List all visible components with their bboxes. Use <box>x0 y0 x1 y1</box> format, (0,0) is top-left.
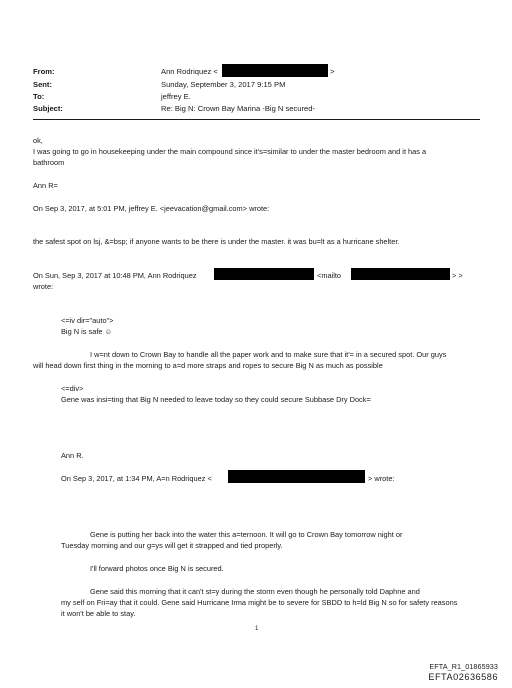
bates-id-secondary: EFTA02636586 <box>428 672 498 682</box>
sent-value: Sunday, September 3, 2017 9:15 PM <box>161 80 286 89</box>
body-line: the safest spot on lsj, &=bsp; if anyone wants to be there is under the master. it was bu=lt as a hurricane shelter. <box>33 237 400 246</box>
from-value-tail: > <box>330 67 335 76</box>
body-line: I was going to go in housekeeping under the main compound since it's=similar to under the master bedroom and it has a <box>33 147 427 156</box>
to-value: jeffrey E. <box>161 92 191 101</box>
body-line: will head down first thing in the morning to a=d more straps and ropes to secure Big N as much as possible <box>33 361 383 370</box>
quote-header: On Sun, Sep 3, 2017 at 10:48 PM, Ann Rodriquez <box>33 271 197 280</box>
subject-value: Re: Big N: Crown Bay Marina -Big N secured- <box>161 104 316 113</box>
body-line: Gene said this morning that it can't st=y during the storm even though he personally told Daphne and <box>90 587 420 596</box>
page-number: 1 <box>255 626 259 632</box>
body-line: ok, <box>33 136 43 145</box>
from-value: Ann Rodriquez < <box>161 67 218 76</box>
body-line: Tuesday morning and our g=ys will get it strapped and tied properly. <box>61 541 283 550</box>
redaction-mailto <box>351 268 450 280</box>
html-fragment: <=iv dir="auto"> <box>61 316 114 325</box>
redaction-quote-email <box>228 470 365 483</box>
quote-header: <mailto <box>317 271 342 280</box>
body-line: Gene was insi=ting that Big N needed to leave today so they could secure Subbase Dry Dock= <box>61 395 371 404</box>
quote-header: > wrote: <box>368 474 395 483</box>
signature: Ann R. <box>61 451 84 460</box>
redaction-from-email <box>222 64 328 77</box>
sent-label: Sent: <box>33 80 52 89</box>
body-line: my self on Fri=ay that it could. Gene said Hurricane Irma might be to severe for SBDD to h=ld Big N so for safety reasons <box>61 598 458 607</box>
quote-header: On Sep 3, 2017, at 1:34 PM, A=n Rodriquez < <box>61 474 212 483</box>
body-line: Gene is putting her back into the water this a=ternoon. It will go to Crown Bay tomorrow night or <box>90 530 403 539</box>
body-line: I'll forward photos once Big N is secured. <box>90 564 224 573</box>
redaction-quote-email <box>214 268 314 280</box>
quote-header: On Sep 3, 2017, at 5:01 PM, jeffrey E. <jeevacation@gmail.com> wrote: <box>33 204 270 213</box>
from-label: From: <box>33 67 55 76</box>
quote-header: > > <box>452 271 463 280</box>
html-fragment: <=div> <box>61 384 84 393</box>
to-label: To: <box>33 92 45 101</box>
body-line: I w=nt down to Crown Bay to handle all the paper work and to make sure that it'= in a secured spot. Our guys <box>90 350 447 359</box>
body-line: Big N is safe ☺ <box>61 327 113 336</box>
body-line: bathroom <box>33 158 65 167</box>
subject-label: Subject: <box>33 104 63 113</box>
signature: Ann R= <box>33 181 58 190</box>
bates-id-primary: EFTA_R1_01865933 <box>429 662 498 671</box>
quote-header: wrote: <box>33 282 54 291</box>
header-divider <box>33 119 480 120</box>
body-line: it won't be able to stay. <box>61 609 136 618</box>
